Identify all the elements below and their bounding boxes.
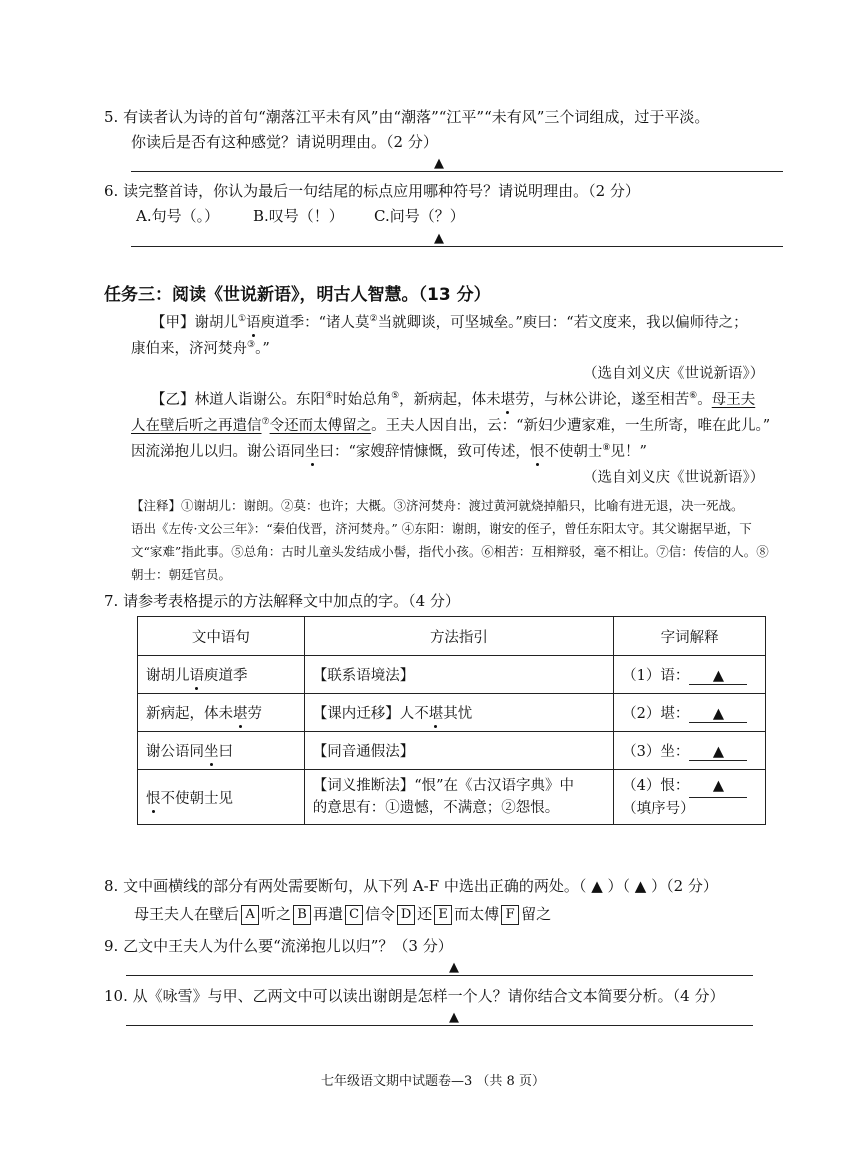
q6-line1: 6. 读完整首诗，你认为最后一句结尾的标点应用哪种符号？请说明理由。（2 分） [104,182,640,200]
q6-option-c: C.问号（？） [374,207,465,225]
table-cell: 新病起，体未堪劳 [138,694,305,732]
answer-marker: ▲ [434,156,444,171]
table-cell: 【词义推断法】“恨”在《古汉语字典》中 的意思有：①遗憾，不满意；②怨恨。 [304,770,613,825]
table-cell: 【联系语境法】 [304,656,613,694]
notes-line1: 【注释】①谢胡儿：谢朗。②莫：也许；大概。③济河焚舟：渡过黄河就烧掉船只，比喻有进无退，决一死战。 [131,498,744,513]
answer-line[interactable] [131,246,783,247]
answer-line[interactable] [131,171,783,172]
answer-blank: ▲ [689,744,747,761]
answer-line[interactable] [126,975,753,976]
notes-line3: 文“家难”指此事。⑤总角：古时儿童头发结成小髻，指代小孩。⑥相苦：互相辩驳，毫不相让。⑦信：传信的人。⑧ [131,544,769,559]
notes-line4: 朝士：朝廷官员。 [131,567,232,582]
option-box-a[interactable]: A [241,905,259,925]
notes-line2: 语出《左传·文公三年》：“秦伯伐晋，济河焚舟。” ④东阳：谢朗，谢安的侄子，曾任东阳太守。其父谢据早逝，下 [131,521,752,536]
table-row [138,732,766,770]
table-cell: 谢胡儿语庾道季 [138,656,305,694]
answer-line[interactable] [126,1025,753,1026]
table-cell: 【同音通假法】 [304,732,613,770]
q5-line2: 你读后是否有这种感觉？请说明理由。（2 分） [131,133,438,151]
q8-stem: 8. 文中画横线的部分有两处需要断句，从下列 A-F 中选出正确的两处。（ ▲ ）（ ▲ ）（2 分） [104,877,718,895]
passage-yi-line3: 因流涕抱儿以归。谢公语同坐曰：“家嫂辞情慷慨，致可传述，恨不使朝士⑧见！” [131,440,647,461]
passage-tag: 【乙】 [151,392,195,408]
q6-option-b: B.叹号（！） [253,207,344,225]
passage-jia-line1: 【甲】谢胡儿①语庾道季：“诸人莫②当就卿谈，可坚城垒。”庾曰：“若文度来，我以偏师待之； [151,311,748,332]
answer-marker: ▲ [449,960,459,975]
passage-jia-line2: 康伯来，济河焚舟③。” [131,340,270,357]
option-box-d[interactable]: D [397,905,415,925]
passage-yi-line2: 人在壁后听之再遣信⑦令还而太傅留之。王夫人因自出，云：“新妇少遭家难，一生所寄，唯在此儿。” [131,417,771,434]
table-row [138,770,766,825]
task3-title: 任务三：阅读《世说新语》，明古人智慧。（13 分） [104,285,491,305]
table-cell: 【课内迁移】人不堪其忧 [304,694,613,732]
source-citation: （选自刘义庆《世说新语》） [583,366,765,382]
source-citation: （选自刘义庆《世说新语》） [583,470,765,486]
table-header: 文中语句 [138,617,305,656]
answer-blank: ▲ [689,775,747,798]
table-row [138,694,766,732]
answer-marker: ▲ [449,1010,459,1025]
table-header-row [138,617,766,656]
option-box-e[interactable]: E [434,905,452,925]
table-cell: 谢公语同坐曰 [138,732,305,770]
q10-stem: 10. 从《咏雪》与甲、乙两文中可以读出谢朗是怎样一个人？请你结合文本简要分析。（4 分） [104,987,725,1005]
table-cell[interactable]: （3）坐： ▲ [614,732,766,770]
option-box-f[interactable]: F [501,905,519,925]
answer-blank: ▲ [689,668,747,685]
q7-stem: 7. 请参考表格提示的方法解释文中加点的字。（4 分） [104,592,460,610]
table-cell[interactable]: （1）语： ▲ [614,656,766,694]
table-header: 方法指引 [304,617,613,656]
table-header: 字词解释 [614,617,766,656]
q7-table [137,616,766,825]
q8-sentence: 母王夫人在壁后 A 听之 B 再遣 C 信令 D 还 E 而太傅 F 留之 [134,905,552,923]
table-cell: 恨不使朝士见 [138,770,305,825]
q9-stem: 9. 乙文中王夫人为什么要“流涕抱儿以归”？（3 分） [104,937,453,955]
passage-yi-line1: 【乙】林道人诣谢公。东阳④时始总角⑤，新病起，体未堪劳，与林公讲论，遂至相苦⑥。母王夫 [151,388,755,409]
q6-option-a: A.句号（。） [136,207,220,225]
table-row [138,656,766,694]
passage-tag: 【甲】 [151,315,195,331]
option-box-c[interactable]: C [345,905,363,925]
table-cell[interactable]: （2）堪： ▲ [614,694,766,732]
answer-marker: ▲ [434,231,444,246]
page-footer: 七年级语文期中试题卷—3 （共 8 页） [321,1074,545,1089]
q5-line1: 5. 有读者认为诗的首句“潮落江平未有风”由“潮落”“江平”“未有风”三个词组成，过于平淡。 [104,108,710,126]
answer-blank: ▲ [689,706,747,723]
table-cell[interactable]: （4）恨： ▲ （填序号） [614,770,766,825]
option-box-b[interactable]: B [293,905,311,925]
